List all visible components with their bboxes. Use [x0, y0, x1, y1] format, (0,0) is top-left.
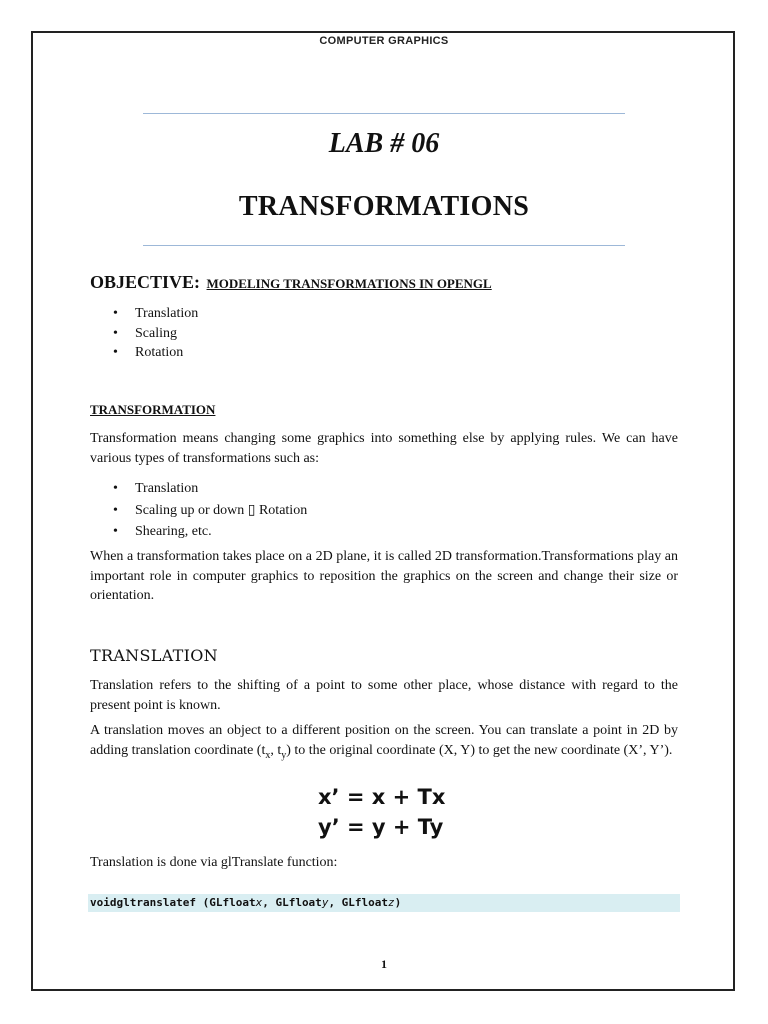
para-text: ) to the original coordinate (X, Y) to get the new coordinate (X’, Y’). — [286, 742, 673, 758]
code-param: z — [388, 896, 395, 909]
objective-heading — [90, 272, 492, 293]
objective-label: OBJECTIVE: — [90, 272, 201, 292]
translation-para-2 — [90, 721, 678, 765]
running-header: COMPUTER GRAPHICS — [319, 35, 449, 47]
code-text: , GLfloat — [328, 896, 389, 909]
list-item: • Scaling up or down ▯ Rotation — [90, 501, 307, 521]
code-param: x — [255, 896, 263, 909]
page-number: 1 — [381, 957, 387, 971]
list-item: • Shearing, etc. — [90, 522, 307, 542]
translation-heading: TRANSLATION — [90, 646, 218, 665]
equation-x: x’ = x + Tx — [318, 785, 446, 809]
code-snippet — [88, 894, 680, 912]
translation-function-note: Translation is done via glTranslate function: — [90, 855, 338, 870]
page-title: TRANSFORMATIONS — [238, 191, 530, 222]
list-item: • Scaling — [90, 324, 198, 344]
lab-title: LAB # 06 — [328, 128, 440, 159]
top-rule — [143, 113, 625, 114]
list-item: • Translation — [90, 479, 307, 499]
transformation-heading: TRANSFORMATION — [90, 402, 216, 417]
subscript: y — [281, 749, 287, 761]
code-text: ) — [394, 896, 402, 909]
objective-text: MODELING TRANSFORMATIONS IN OPENGL — [206, 276, 492, 291]
equation-y: y’ = y + Ty — [318, 815, 444, 839]
list-item: • Translation — [90, 304, 198, 324]
transformation-intro: Transformation means changing some graphics into something else by applying rules. We can have various types of transformations such as: — [90, 431, 678, 466]
subscript: x — [265, 749, 271, 761]
para-text: A translation moves an object to a different position on the screen. You can translate a point in 2D by adding translation coordinate (t — [90, 723, 678, 758]
transformation-types-list — [90, 479, 307, 542]
bottom-rule — [143, 245, 625, 246]
list-item: • Rotation — [90, 343, 198, 363]
code-text: , GLfloat — [262, 896, 322, 909]
para-text: , t — [270, 742, 282, 758]
code-text: voidgltranslatef (GLfloat — [90, 896, 256, 909]
code-param: y — [321, 896, 329, 909]
objective-list — [90, 304, 198, 363]
translation-para-1: Translation refers to the shifting of a point to some other place, whose distance with regard to the present point is known. — [90, 678, 678, 713]
transformation-body: When a transformation takes place on a 2D plane, it is called 2D transformation.Transformations play an important role in computer graphics to reposition the graphics on the screen and change their size or orientation. — [90, 549, 678, 603]
